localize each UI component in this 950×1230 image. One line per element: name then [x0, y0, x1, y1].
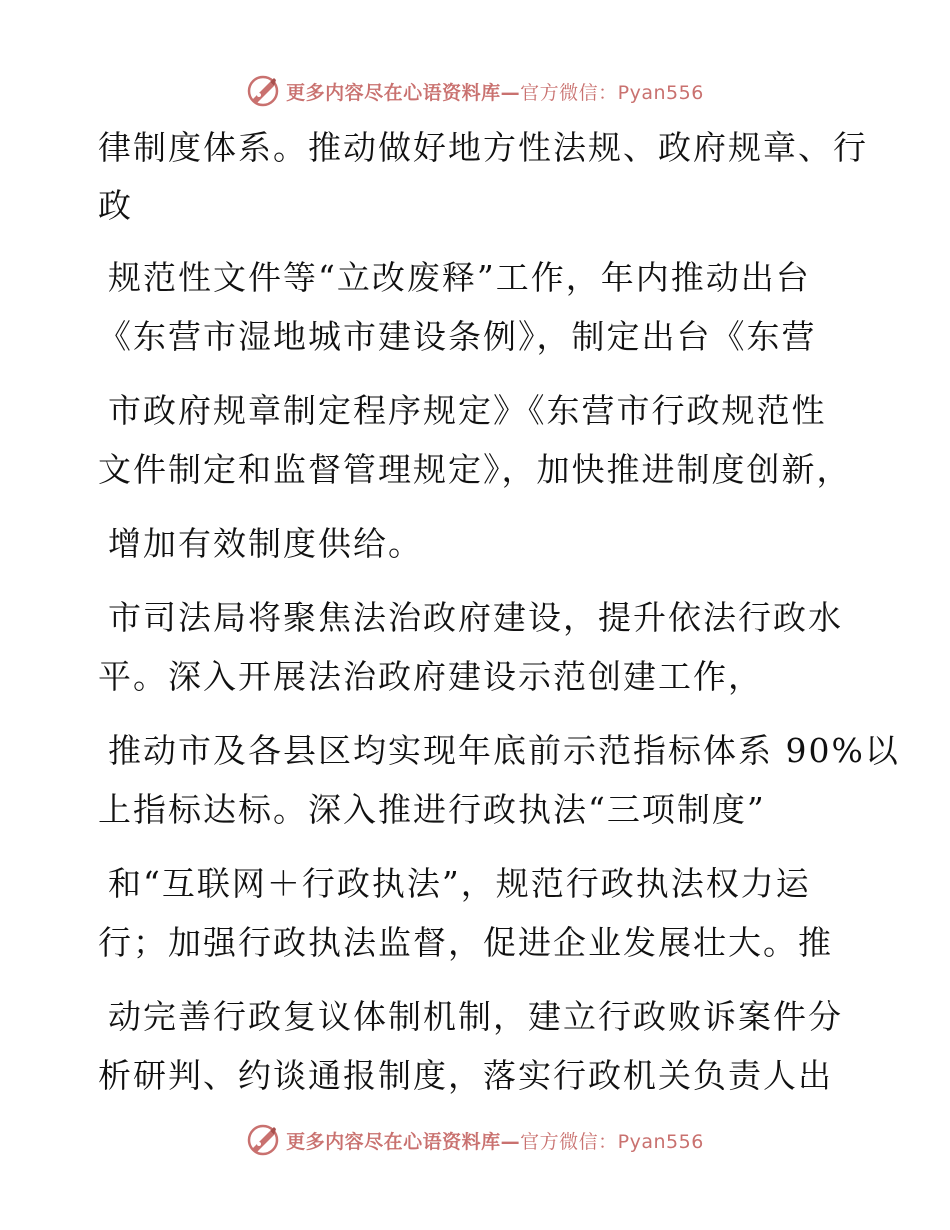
watermark-separator: —: [500, 1130, 521, 1153]
text-line: 推动市及各县区均实现年底前示范指标体系 90%以: [108, 731, 900, 770]
text-line: 政: [98, 186, 133, 225]
text-line: 文件制定和监督管理规定》，加快推进制度创新，: [98, 450, 852, 489]
text-line: 律制度体系。推动做好地方性法规、政府规章、行: [98, 128, 868, 167]
watermark-wechat-text: 官方微信：Pyan556: [520, 81, 704, 104]
text-line: 市司法局将聚焦法治政府建设，提升依法行政水: [108, 598, 843, 637]
watermark-separator: —: [500, 81, 521, 104]
text-line: 行；加强行政执法监督，促进企业发展壮大。推: [98, 923, 833, 962]
watermark-site-text: 更多内容尽在心语资料库: [286, 1130, 501, 1153]
watermark-inner: [246, 1123, 704, 1157]
pen-logo-icon: [246, 1123, 280, 1157]
text-line: 和“互联网＋行政执法”，规范行政执法权力运: [108, 864, 811, 903]
text-line: 市政府规章制定程序规定》《东营市行政规范性: [108, 391, 827, 430]
text-line: 动完善行政复议体制机制，建立行政败诉案件分: [108, 997, 843, 1036]
watermark-site-text: 更多内容尽在心语资料库: [286, 81, 501, 104]
watermark-text: [286, 1127, 704, 1154]
watermark-banner-bottom: [0, 1120, 950, 1160]
text-line: 增加有效制度供给。: [108, 524, 423, 563]
text-line: 规范性文件等“立改废释”工作，年内推动出台: [108, 258, 811, 297]
watermark-wechat-text: 官方微信：Pyan556: [520, 1130, 704, 1153]
text-line: 上指标达标。深入推进行政执法“三项制度”: [98, 790, 766, 829]
text-line: 《东营市湿地城市建设条例》，制定出台《东营: [98, 317, 817, 356]
text-line: 析研判、约谈通报制度，落实行政机关负责人出: [98, 1056, 833, 1095]
text-line: 平。深入开展法治政府建设示范创建工作，: [98, 657, 763, 696]
